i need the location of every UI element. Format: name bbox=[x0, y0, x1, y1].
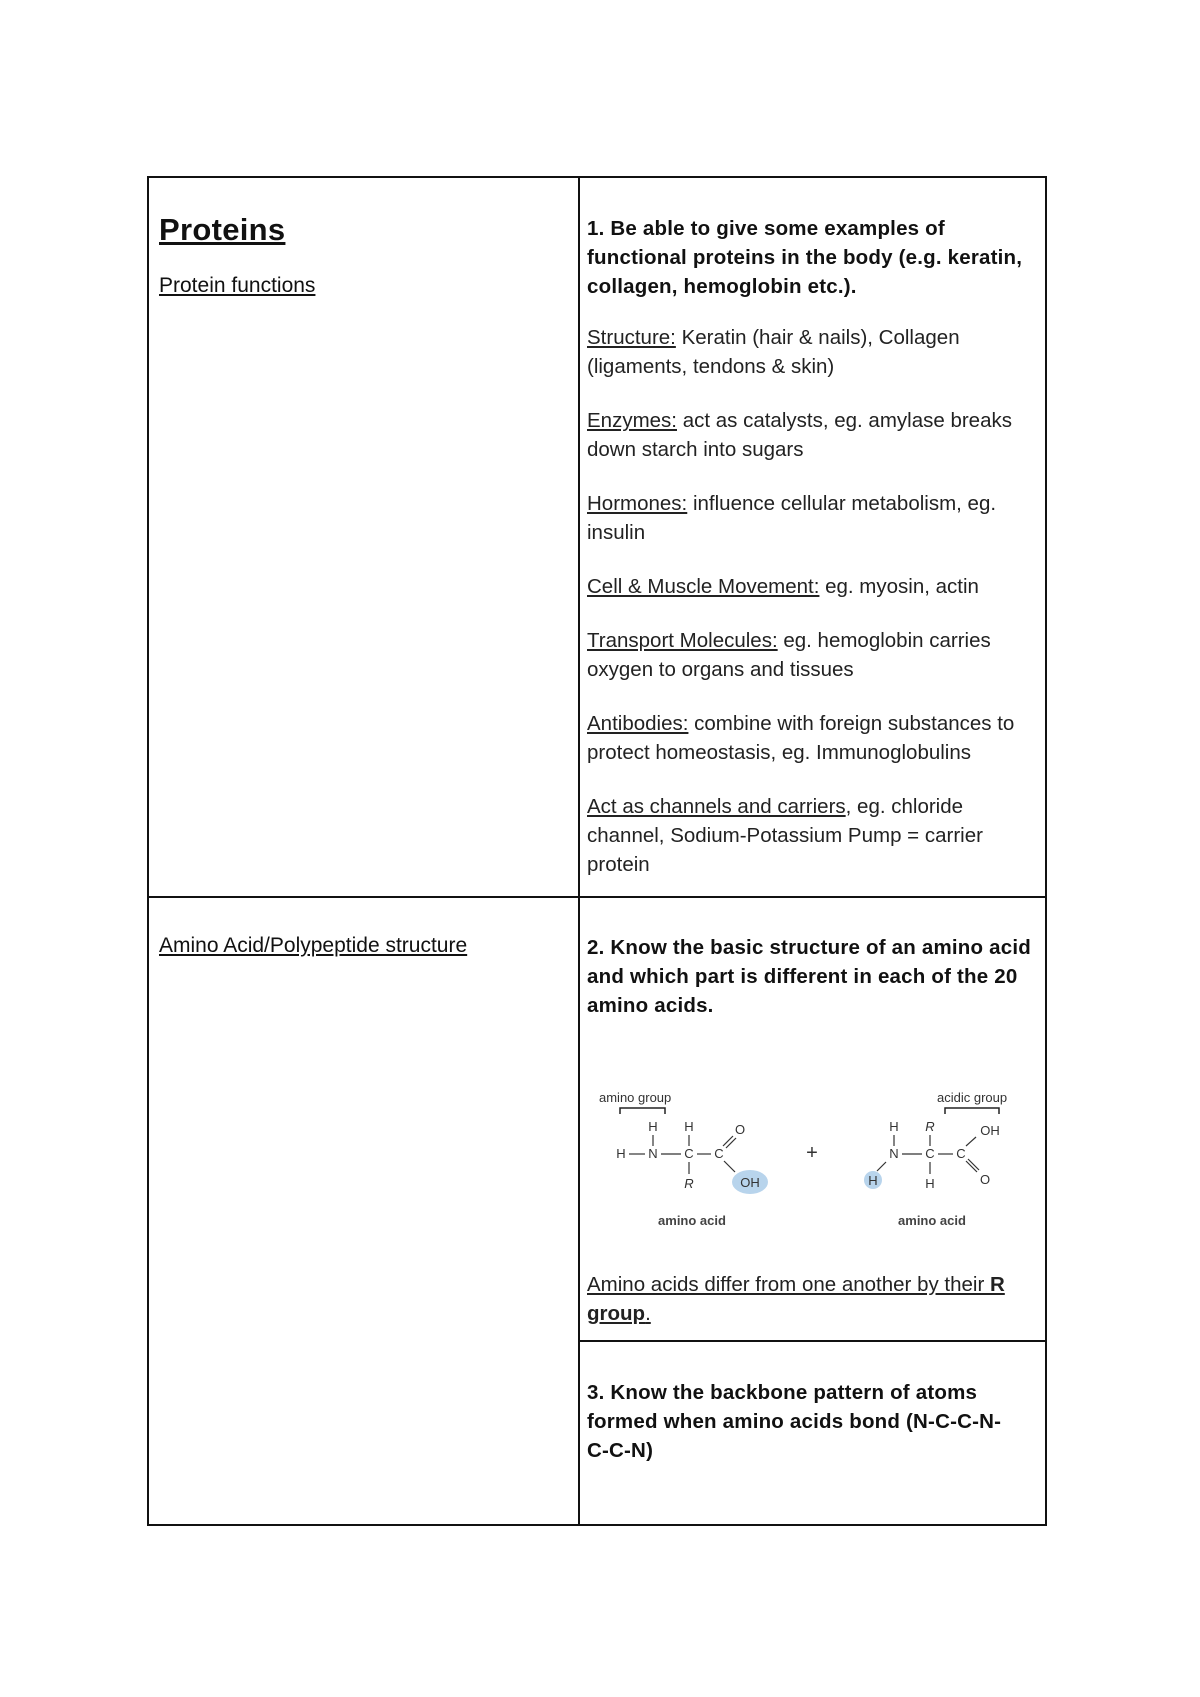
amino-acid-label-right: amino acid bbox=[898, 1213, 966, 1228]
amino-acid-diagram bbox=[587, 1082, 1037, 1252]
atom-o: O bbox=[979, 1172, 991, 1187]
atom-c: C bbox=[925, 1146, 935, 1161]
page-title: Proteins bbox=[159, 212, 286, 247]
q1-question: 1. Be able to give some examples of functional proteins in the body (e.g. keratin, collagen, hemoglobin etc.). bbox=[587, 217, 1023, 298]
atom-h: H bbox=[616, 1146, 626, 1161]
atom-r: R bbox=[684, 1176, 694, 1191]
atom-oh: OH bbox=[740, 1175, 760, 1190]
amino-group-bracket bbox=[620, 1108, 665, 1114]
amino-acid-label-left: amino acid bbox=[658, 1213, 726, 1228]
q2-cell bbox=[587, 933, 1037, 1328]
q3-cell bbox=[587, 1378, 1037, 1465]
atom-o: O bbox=[734, 1122, 746, 1137]
q1-item-hormones: Hormones: influence cellular metabolism, eg. insulin bbox=[587, 492, 997, 544]
row-divider-2 bbox=[578, 1340, 1045, 1342]
amino-group-label: amino group bbox=[599, 1090, 672, 1105]
amino-structure-cell bbox=[159, 934, 559, 958]
acidic-group-bracket bbox=[945, 1108, 999, 1114]
amino-structure-label: Amino Acid/Polypeptide structure bbox=[159, 934, 468, 957]
atom-c: C bbox=[684, 1146, 694, 1161]
plus-sign: + bbox=[806, 1142, 818, 1164]
bond bbox=[877, 1162, 886, 1171]
bond bbox=[726, 1138, 736, 1148]
q1-cell bbox=[587, 214, 1037, 879]
atom-c: C bbox=[714, 1146, 724, 1161]
q1-item-structure: Structure: Keratin (hair & nails), Collagen (ligaments, tendons & skin) bbox=[587, 326, 960, 378]
bond bbox=[966, 1137, 976, 1146]
protein-functions-label: Protein functions bbox=[159, 274, 316, 297]
row-divider-1 bbox=[149, 896, 1045, 898]
atom-oh: OH bbox=[980, 1123, 1000, 1138]
atom-h: H bbox=[889, 1119, 899, 1134]
q2-answer: Amino acids differ from one another by their R group. bbox=[587, 1273, 1005, 1325]
proteins-cell bbox=[159, 212, 559, 298]
q1-item-transport: Transport Molecules: eg. hemoglobin carries oxygen to organs and tissues bbox=[587, 629, 991, 681]
atom-n: N bbox=[889, 1146, 899, 1161]
q1-item-channels: Act as channels and carriers, eg. chloride channel, Sodium-Potassium Pump = carrier protein bbox=[587, 795, 983, 876]
atom-n: N bbox=[648, 1146, 658, 1161]
bond bbox=[724, 1161, 735, 1172]
q3-question: 3. Know the backbone pattern of atoms formed when amino acids bond (N-C-C-N-C-C-N) bbox=[587, 1381, 1002, 1462]
q1-item-enzymes: Enzymes: act as catalysts, eg. amylase breaks down starch into sugars bbox=[587, 409, 1012, 461]
q1-item-antibodies: Antibodies: combine with foreign substances to protect homeostasis, eg. Immunoglobulins bbox=[587, 712, 1015, 764]
notes-table bbox=[147, 176, 1047, 1526]
atom-h: H bbox=[684, 1119, 694, 1134]
atom-h: H bbox=[648, 1119, 658, 1134]
bond bbox=[723, 1136, 733, 1146]
q1-item-movement: Cell & Muscle Movement: eg. myosin, actin bbox=[587, 575, 979, 598]
atom-h: H bbox=[868, 1173, 878, 1188]
acidic-group-label: acidic group bbox=[937, 1090, 1008, 1105]
column-divider bbox=[578, 178, 580, 1524]
atom-c: C bbox=[956, 1146, 966, 1161]
q2-question: 2. Know the basic structure of an amino acid and which part is different in each of the 20 amino acids. bbox=[587, 936, 1031, 1017]
atom-h: H bbox=[925, 1176, 935, 1191]
atom-r: R bbox=[925, 1119, 935, 1134]
